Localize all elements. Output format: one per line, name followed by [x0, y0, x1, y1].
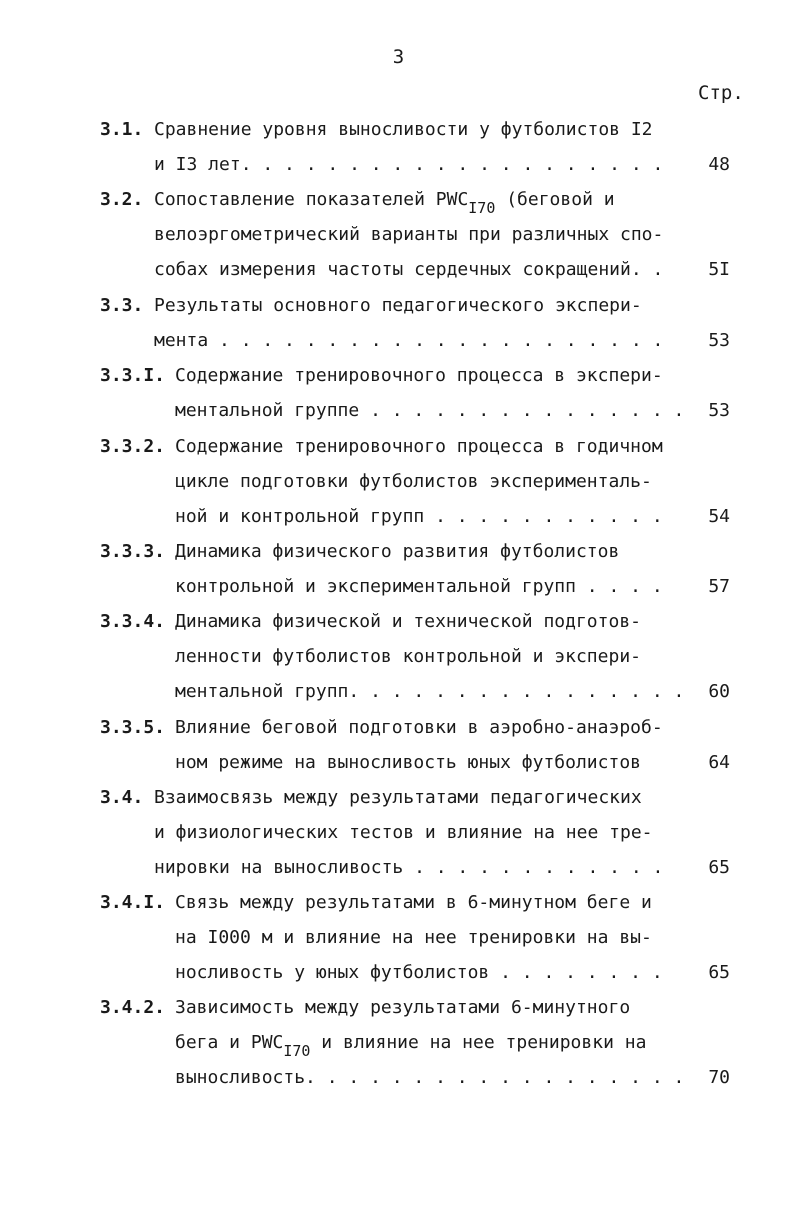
toc-number: 3.3.3. [100, 541, 166, 562]
toc-line: ментальной групп. . . . . . . . . . . . . . . . [175, 681, 685, 702]
toc-number: 3.3.4. [100, 611, 166, 632]
toc-line: ном режиме на выносливость юных футболистов [175, 752, 641, 773]
toc-line: контрольной и экспериментальной групп . . . . [175, 576, 663, 597]
toc-line: цикле подготовки футболистов эксперименталь- [175, 471, 652, 492]
toc-line: ленности футболистов контрольной и экспери- [175, 646, 641, 667]
toc-number: 3.3.2. [100, 436, 166, 457]
toc-line: и физиологических тестов и влияние на нее тре- [154, 822, 653, 843]
toc-page: 57 [708, 576, 730, 597]
toc-line: собах измерения частоты сердечных сокращений. . [154, 259, 664, 280]
toc-line: Динамика физического развития футболистов [175, 541, 620, 562]
toc-number: 3.3. [100, 295, 144, 316]
toc-page: 54 [708, 506, 730, 527]
toc-number: 3.4.I. [100, 892, 166, 913]
toc-page: 60 [708, 681, 730, 702]
toc-line: выносливость. . . . . . . . . . . . . . . . . . [175, 1067, 685, 1088]
toc-line: Сравнение уровня выносливости у футболистов I2 [154, 119, 653, 140]
toc-page: 64 [708, 752, 730, 773]
toc-line: на I000 м и влияние на нее тренировки на вы- [175, 927, 652, 948]
toc-page: 53 [708, 400, 730, 421]
toc-line: мента . . . . . . . . . . . . . . . . . . . . . [154, 330, 664, 351]
toc-line: Сопоставление показателей $PWC_{I70}$ (беговой и [154, 189, 615, 217]
toc-line: Содержание тренировочного процесса в экспери- [175, 365, 663, 386]
toc-line: и I3 лет. . . . . . . . . . . . . . . . . . . . [154, 154, 664, 175]
toc-line: бега и $PWC_{I70}$ и влияние на нее тренировки на [175, 1032, 647, 1060]
toc-line: Взаимосвязь между результатами педагогических [154, 787, 642, 808]
toc-line: Динамика физической и технической подготов- [175, 611, 641, 632]
toc-line: Содержание тренировочного процесса в годичном [175, 436, 663, 457]
toc-page: 65 [708, 962, 730, 983]
toc-number: 3.4. [100, 787, 144, 808]
toc-page: 70 [708, 1067, 730, 1088]
toc-line: Связь между результатами в 6-минутном беге и [175, 892, 652, 913]
toc-number: 3.1. [100, 119, 144, 140]
toc-line: ментальной группе . . . . . . . . . . . . . . . [175, 400, 685, 421]
toc-line: Зависимость между результатами 6-минутного [175, 997, 631, 1018]
toc-number: 3.2. [100, 189, 144, 210]
toc-line: Результаты основного педагогического экспери- [154, 295, 642, 316]
toc-number: 3.3.I. [100, 365, 166, 386]
toc-line: носливость у юных футболистов . . . . . . . . [175, 962, 663, 983]
toc-line: велоэргометрический варианты при различных спо- [154, 224, 664, 245]
toc-page: 5I [708, 259, 730, 280]
toc-page: 48 [708, 154, 730, 175]
page-column-header: Стр. [698, 82, 744, 104]
toc-line: ной и контрольной групп . . . . . . . . . . . [175, 506, 663, 527]
page-number: 3 [392, 46, 405, 68]
toc-number: 3.3.5. [100, 717, 166, 738]
toc-page: 53 [708, 330, 730, 351]
toc-line: нировки на выносливость . . . . . . . . . . . . [154, 857, 664, 878]
toc-number: 3.4.2. [100, 997, 166, 1018]
toc-page: 65 [708, 857, 730, 878]
toc-line: Влияние беговой подготовки в аэробно-анаэроб- [175, 717, 663, 738]
